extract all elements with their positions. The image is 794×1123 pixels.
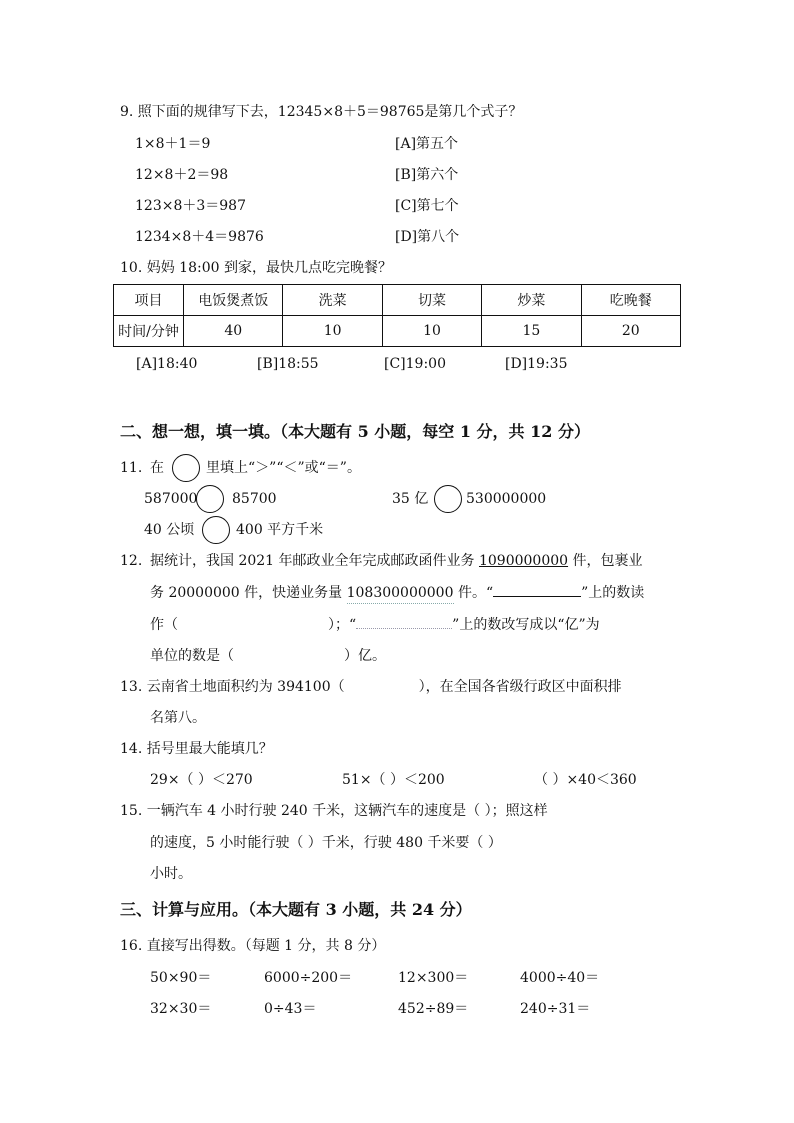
table-cell: 15	[482, 316, 581, 347]
q10-stem: 10. 妈妈 18:00 到家，最快几点吃完晚餐？	[120, 260, 392, 276]
table-cell: 电饭煲煮饭	[184, 285, 283, 316]
table-cell: 10	[382, 316, 481, 347]
q11-b-answer-circle[interactable]	[434, 485, 462, 513]
q9-option-d[interactable]: [D]第八个	[395, 229, 460, 245]
q12-text: 件。“	[453, 585, 494, 601]
q11-a-right: 85700	[232, 491, 277, 507]
q12-line-1	[150, 551, 643, 571]
q12-line-4	[150, 646, 386, 666]
table-row	[114, 285, 681, 316]
table-cell: 吃晚餐	[581, 285, 680, 316]
table-cell: 炒菜	[482, 285, 581, 316]
q15-line-2: 的速度，5 小时能行驶（ ）千米，行驶 480 千米要（ ）	[150, 835, 502, 851]
q16-problem[interactable]: 240÷31＝	[520, 1001, 591, 1017]
q10-option-b[interactable]: [B]18:55	[257, 356, 319, 372]
q11-a-left: 587000	[144, 491, 198, 507]
q11-instruction: 里填上“＞”“＜”或“＝”。	[206, 460, 361, 476]
q11-c-right: 400 平方千米	[236, 522, 324, 538]
q11-number: 11.	[120, 460, 143, 476]
table-cell: 10	[283, 316, 382, 347]
q13-text: ），在全国各省级行政区中面积排	[418, 679, 622, 695]
q16-problem[interactable]: 12×300＝	[398, 970, 469, 986]
q12-text: ”上的数读	[581, 585, 645, 601]
q14-item-a[interactable]: 29×（ ）＜270	[150, 772, 253, 788]
q9-option-c[interactable]: [C]第七个	[395, 198, 459, 214]
q9-pattern-line: 12×8＋2＝98	[135, 167, 229, 183]
q12-underline-marker	[493, 582, 581, 597]
q16-stem: 16. 直接写出得数。（每题 1 分，共 8 分）	[120, 938, 386, 954]
q13-line-1	[120, 677, 622, 697]
q12-text: 件，包裹业	[568, 553, 643, 569]
q14-item-c[interactable]: （ ）×40＜360	[534, 772, 637, 788]
q16-problem[interactable]: 0÷43＝	[264, 1001, 317, 1017]
q9-pattern-line: 1×8＋1＝9	[135, 136, 211, 152]
q9-option-b[interactable]: [B]第六个	[395, 167, 459, 183]
q12-text: 单位的数是（	[150, 648, 234, 664]
q12-text: ”上的数改写成以“亿”为	[452, 617, 600, 633]
table-cell: 切菜	[382, 285, 481, 316]
q13-line-2: 名第八。	[150, 710, 206, 726]
q14-stem: 14. 括号里最大能填几？	[120, 741, 273, 757]
q12-line-2	[150, 582, 644, 604]
q16-problem[interactable]: 32×30＝	[150, 1001, 212, 1017]
section-2-title: 二、想一想，填一填。（本大题有 5 小题，每空 1 分，共 12 分）	[120, 422, 590, 441]
q11-pre: 在	[150, 460, 164, 476]
q12-wavy-number: 108300000000	[347, 583, 454, 604]
q11-b-right: 530000000	[466, 491, 547, 507]
table-cell: 20	[581, 316, 680, 347]
q10-option-a[interactable]: [A]18:40	[136, 356, 198, 372]
table-row	[114, 316, 681, 347]
q12-text: ）；“	[328, 617, 357, 633]
q10-option-d[interactable]: [D]19:35	[505, 356, 568, 372]
q16-problem[interactable]: 452÷89＝	[398, 1001, 469, 1017]
q10-option-c[interactable]: [C]19:00	[384, 356, 446, 372]
q11-b-left: 35 亿	[392, 491, 429, 507]
q11-c-left: 40 公顷	[144, 522, 195, 538]
q12-text: ）亿。	[344, 648, 386, 664]
q11-a-answer-circle[interactable]	[196, 485, 224, 513]
q12-text: 据统计，我国 2021 年邮政业全年完成邮政函件业务	[150, 553, 479, 569]
q12-number: 12.	[120, 553, 143, 569]
section-3-title: 三、计算与应用。（本大题有 3 小题，共 24 分）	[120, 900, 472, 919]
q16-problem[interactable]: 4000÷40＝	[520, 970, 600, 986]
q12-underlined-number: 1090000000	[478, 553, 569, 569]
q12-text: 作（	[150, 617, 178, 633]
q15-line-3: 小时。	[150, 866, 192, 882]
q16-problem[interactable]: 50×90＝	[150, 970, 212, 986]
q14-item-b[interactable]: 51×（ ）＜200	[342, 772, 445, 788]
q9-pattern-line: 123×8＋3＝987	[135, 198, 246, 214]
q9-pattern-line: 1234×8＋4＝9876	[135, 229, 264, 245]
q13-text: 13. 云南省土地面积约为 394100（	[120, 679, 345, 695]
q15-line-1: 15. 一辆汽车 4 小时行驶 240 千米，这辆汽车的速度是（ ）；照这样	[120, 803, 548, 819]
q12-text: 务 20000000 件，快递业务量	[150, 585, 347, 601]
q10-time-table	[113, 284, 681, 347]
table-cell: 时间/分钟	[114, 316, 184, 347]
table-cell: 项目	[114, 285, 184, 316]
q16-problem[interactable]: 6000÷200＝	[264, 970, 353, 986]
q11-c-answer-circle[interactable]	[202, 516, 230, 544]
q9-stem: 9. 照下面的规律写下去，12345×8＋5＝98765是第几个式子？	[120, 104, 523, 120]
q12-line-3	[150, 614, 600, 635]
table-cell: 洗菜	[283, 285, 382, 316]
q9-option-a[interactable]: [A]第五个	[395, 136, 459, 152]
table-cell: 40	[184, 316, 283, 347]
q12-wavy-marker	[356, 614, 452, 629]
q11-example-circle	[172, 454, 200, 482]
